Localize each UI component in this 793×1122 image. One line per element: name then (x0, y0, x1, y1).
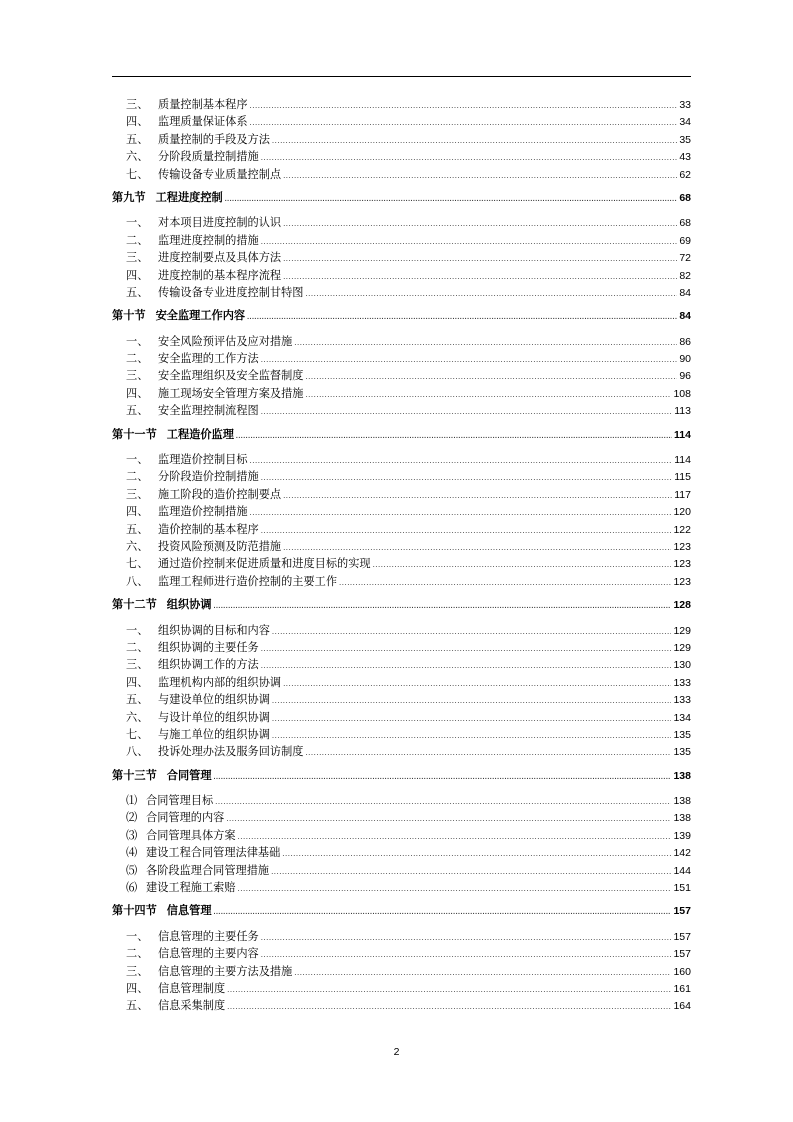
toc-entry-title: 建设工程合同管理法律基础 (146, 846, 281, 860)
dot-leader (261, 234, 678, 251)
toc-entry-title: 合同管理具体方案 (146, 828, 236, 842)
dot-leader (225, 191, 678, 208)
toc-entry[interactable] (112, 980, 691, 997)
toc-entry-number: 第十节 (112, 310, 146, 323)
toc-entry[interactable] (112, 385, 691, 402)
toc-entry-title: 安全监理的工作方法 (158, 352, 259, 366)
toc-entry-number: 三、 (126, 251, 149, 265)
toc-entry-number: 五、 (126, 132, 149, 146)
table-of-contents (112, 96, 691, 1015)
toc-entry-title: 安全监理组织及安全监督制度 (158, 369, 304, 383)
toc-entry-title: 对本项目进度控制的认识 (158, 216, 282, 230)
toc-entry-title: 分阶段造价控制措施 (158, 470, 259, 484)
toc-entry[interactable] (112, 862, 691, 879)
toc-entry[interactable] (112, 249, 691, 266)
toc-entry[interactable] (112, 743, 691, 760)
dot-leader (283, 216, 677, 233)
toc-entry-title: 信息管理的主要内容 (158, 947, 259, 961)
toc-entry[interactable] (112, 503, 691, 520)
toc-entry-title: 合同管理的内容 (146, 811, 225, 825)
toc-entry[interactable] (112, 232, 691, 249)
toc-entry-title: 监理质量保证体系 (158, 115, 248, 129)
dot-leader (272, 624, 672, 641)
toc-entry-page: 82 (679, 269, 691, 282)
toc-entry[interactable] (112, 538, 691, 555)
toc-entry[interactable] (112, 809, 691, 826)
dot-leader (214, 904, 672, 921)
toc-entry-page: 72 (679, 252, 691, 265)
dot-leader (247, 309, 677, 326)
toc-entry-page: 86 (679, 335, 691, 348)
dot-leader (261, 658, 672, 675)
toc-entry-page: 135 (673, 746, 691, 759)
dot-leader (271, 864, 671, 881)
toc-entry-title: 分阶段质量控制措施 (158, 150, 259, 164)
toc-entry-page: 138 (673, 812, 691, 825)
toc-entry-page: 34 (679, 116, 691, 129)
dot-leader (305, 286, 677, 303)
dot-leader (339, 575, 671, 592)
toc-entry-number: 二、 (126, 352, 149, 366)
toc-entry-number: 六、 (126, 710, 149, 724)
toc-entry-number: 八、 (126, 745, 149, 759)
dot-leader (282, 846, 671, 863)
toc-entry-title: 质量控制基本程序 (158, 98, 248, 111)
dot-leader (283, 488, 672, 505)
page-number: 2 (393, 1046, 400, 1058)
toc-entry-number: 二、 (126, 233, 149, 247)
toc-entry-page: 115 (674, 471, 691, 484)
toc-entry-page: 68 (679, 217, 691, 230)
toc-entry-number: 四、 (126, 386, 149, 400)
toc-entry-page: 135 (673, 728, 691, 741)
toc-entry-title: 传输设备专业进度控制甘特图 (158, 285, 304, 299)
toc-entry-page: 113 (674, 405, 691, 418)
toc-entry-number: 二、 (126, 640, 149, 654)
dot-leader (305, 387, 671, 404)
toc-entry-number: 第十三节 (112, 769, 157, 782)
toc-entry-title: 监理机构内部的组织协调 (158, 675, 282, 689)
toc-entry-number: 五、 (126, 999, 149, 1013)
dot-leader (238, 829, 672, 846)
toc-entry[interactable] (112, 622, 691, 639)
toc-entry[interactable] (112, 656, 691, 673)
toc-entry-page: 35 (679, 133, 691, 146)
toc-entry-number: 一、 (126, 623, 149, 637)
toc-entry[interactable] (112, 402, 691, 419)
toc-entry[interactable] (112, 963, 691, 980)
toc-entry-number: 五、 (126, 285, 149, 299)
toc-entry-title: 传输设备专业质量控制点 (158, 167, 282, 181)
toc-entry[interactable] (112, 214, 691, 231)
dot-leader (227, 999, 671, 1016)
toc-entry-number: 六、 (126, 539, 149, 553)
toc-entry[interactable] (112, 148, 691, 165)
toc-entry-number: 四、 (126, 981, 149, 995)
toc-entry-page: 129 (673, 624, 691, 637)
toc-entry-title: 合同管理 (166, 769, 212, 782)
dot-leader (272, 693, 672, 710)
toc-entry-page: 69 (679, 234, 691, 247)
toc-entry-number: 一、 (126, 929, 149, 943)
dot-leader (294, 335, 677, 352)
toc-entry-number: 三、 (126, 98, 149, 111)
toc-entry[interactable] (112, 879, 691, 896)
toc-entry[interactable] (112, 451, 691, 468)
toc-entry[interactable] (112, 96, 691, 113)
toc-entry[interactable] (112, 468, 691, 485)
toc-entry-number: 五、 (126, 404, 149, 418)
toc-entry-title: 与建设单位的组织协调 (158, 693, 270, 707)
toc-entry-number: 四、 (126, 505, 149, 519)
toc-entry-number: 三、 (126, 369, 149, 383)
toc-entry-title: 组织协调的主要任务 (158, 640, 259, 654)
toc-entry[interactable] (112, 486, 691, 503)
dot-leader (261, 930, 672, 947)
toc-entry-number: 七、 (126, 557, 149, 571)
toc-entry-title: 组织协调的目标和内容 (158, 623, 270, 637)
toc-entry-title: 监理造价控制目标 (158, 453, 248, 467)
toc-entry-number: ⑸ (126, 863, 138, 877)
toc-entry-title: 工程进度控制 (155, 191, 223, 204)
toc-entry-number: 二、 (126, 947, 149, 961)
toc-entry-title: 信息管理 (166, 905, 212, 918)
toc-entry-title: 进度控制要点及具体方法 (158, 251, 282, 265)
dot-leader (238, 881, 672, 898)
toc-entry-title: 质量控制的手段及方法 (158, 132, 270, 146)
toc-entry-page: 134 (673, 711, 691, 724)
toc-section-heading[interactable] (112, 903, 691, 920)
toc-entry-page: 123 (673, 540, 691, 553)
toc-entry-page: 138 (673, 795, 691, 808)
dot-leader (250, 115, 678, 132)
toc-entry[interactable] (112, 350, 691, 367)
toc-entry-title: 合同管理目标 (146, 794, 214, 808)
toc-entry-title: 施工现场安全管理方案及措施 (158, 386, 304, 400)
toc-entry-page: 96 (679, 370, 691, 383)
toc-entry-title: 与施工单位的组织协调 (158, 727, 270, 741)
toc-entry-number: 三、 (126, 487, 149, 501)
toc-section-heading[interactable] (112, 190, 691, 207)
dot-leader (294, 965, 671, 982)
toc-entry-number: 第十一节 (112, 428, 157, 441)
header-rule (112, 76, 691, 77)
toc-entry-number: 七、 (126, 167, 149, 181)
dot-leader (283, 251, 677, 268)
toc-entry-title: 施工阶段的造价控制要点 (158, 487, 282, 501)
dot-leader (305, 745, 671, 762)
toc-entry-page: 129 (673, 641, 691, 654)
toc-entry-title: 信息管理的主要任务 (158, 929, 259, 943)
toc-entry-page: 114 (674, 428, 691, 441)
toc-entry[interactable] (112, 131, 691, 148)
toc-entry[interactable] (112, 333, 691, 350)
toc-section-heading[interactable] (112, 308, 691, 325)
toc-entry-page: 114 (674, 454, 691, 467)
toc-entry-title: 工程造价监理 (166, 428, 234, 441)
dot-leader (236, 428, 672, 445)
dot-leader (283, 269, 677, 286)
toc-entry[interactable] (112, 166, 691, 183)
toc-entry-number: 五、 (126, 522, 149, 536)
toc-entry[interactable] (112, 284, 691, 301)
toc-entry[interactable] (112, 792, 691, 809)
toc-entry-number: ⑹ (126, 881, 138, 895)
toc-entry[interactable] (112, 521, 691, 538)
toc-entry-number: 四、 (126, 115, 149, 129)
toc-entry-page: 157 (673, 948, 691, 961)
toc-entry-number: 第九节 (112, 191, 146, 204)
toc-entry-page: 43 (679, 151, 691, 164)
toc-entry-number: 二、 (126, 470, 149, 484)
toc-entry-number: 六、 (126, 150, 149, 164)
dot-leader (261, 470, 673, 487)
dot-leader (283, 676, 671, 693)
toc-entry[interactable] (112, 674, 691, 691)
toc-entry-page: 144 (673, 864, 691, 877)
toc-entry-number: 四、 (126, 675, 149, 689)
toc-entry[interactable] (112, 555, 691, 572)
toc-entry-title: 投诉处理办法及服务回访制度 (158, 745, 304, 759)
toc-section-heading[interactable] (112, 597, 691, 614)
toc-entry-page: 151 (673, 882, 691, 895)
toc-entry-number: 五、 (126, 693, 149, 707)
toc-entry[interactable] (112, 267, 691, 284)
toc-entry-title: 监理进度控制的措施 (158, 233, 259, 247)
toc-entry-page: 90 (679, 353, 691, 366)
toc-entry[interactable] (112, 945, 691, 962)
toc-section-heading[interactable] (112, 768, 691, 785)
dot-leader (250, 98, 678, 115)
toc-entry-page: 161 (673, 982, 691, 995)
dot-leader (215, 794, 671, 811)
toc-entry-page: 157 (673, 905, 691, 918)
toc-entry-page: 84 (679, 286, 691, 299)
dot-leader (261, 641, 672, 658)
toc-entry-page: 157 (673, 930, 691, 943)
toc-entry-page: 133 (673, 676, 691, 689)
toc-entry-page: 62 (679, 168, 691, 181)
toc-entry[interactable] (112, 726, 691, 743)
toc-entry-title: 安全风险预评估及应对措施 (158, 334, 293, 348)
toc-entry-page: 122 (673, 523, 691, 536)
toc-entry-page: 84 (679, 310, 691, 323)
toc-entry[interactable] (112, 928, 691, 945)
toc-entry-number: ⑵ (126, 811, 138, 825)
toc-entry-number: ⑴ (126, 794, 138, 808)
toc-entry-number: 第十四节 (112, 905, 157, 918)
toc-entry[interactable] (112, 639, 691, 656)
toc-entry-title: 进度控制的基本程序流程 (158, 268, 282, 282)
toc-entry-page: 138 (673, 769, 691, 782)
toc-entry-number: 一、 (126, 216, 149, 230)
toc-entry-number: 四、 (126, 268, 149, 282)
dot-leader (373, 557, 672, 574)
toc-entry-title: 造价控制的基本程序 (158, 522, 259, 536)
dot-leader (272, 728, 672, 745)
toc-entry[interactable] (112, 367, 691, 384)
dot-leader (214, 598, 672, 615)
dot-leader (214, 769, 672, 786)
dot-leader (250, 505, 672, 522)
toc-entry-title: 信息管理的主要方法及措施 (158, 964, 293, 978)
toc-entry-page: 33 (679, 99, 691, 111)
toc-entry-number: ⑷ (126, 846, 138, 860)
toc-entry[interactable] (112, 709, 691, 726)
dot-leader (283, 168, 677, 185)
toc-entry-title: 建设工程施工索赔 (146, 881, 236, 895)
toc-entry-number: ⑶ (126, 828, 138, 842)
dot-leader (261, 947, 672, 964)
toc-entry[interactable] (112, 997, 691, 1014)
toc-entry-page: 123 (673, 575, 691, 588)
toc-entry-title: 组织协调 (166, 599, 212, 612)
toc-section-heading[interactable] (112, 427, 691, 444)
toc-entry[interactable] (112, 691, 691, 708)
toc-entry-number: 一、 (126, 334, 149, 348)
toc-entry-title: 安全监理工作内容 (155, 310, 246, 323)
dot-leader (250, 453, 673, 470)
dot-leader (226, 811, 671, 828)
toc-entry-page: 123 (673, 558, 691, 571)
toc-entry[interactable] (112, 827, 691, 844)
toc-entry-page: 120 (673, 506, 691, 519)
toc-entry-page: 117 (674, 488, 691, 501)
toc-entry-title: 组织协调工作的方法 (158, 658, 259, 672)
toc-entry-title: 监理工程师进行造价控制的主要工作 (158, 574, 338, 588)
toc-entry-number: 一、 (126, 453, 149, 467)
toc-entry-title: 通过造价控制来促进质量和进度目标的实现 (158, 557, 371, 571)
toc-entry-page: 160 (673, 965, 691, 978)
toc-entry-title: 安全监理控制流程图 (158, 404, 259, 418)
toc-entry-page: 68 (679, 191, 691, 204)
toc-entry-number: 八、 (126, 574, 149, 588)
toc-entry-page: 108 (673, 387, 691, 400)
toc-entry-number: 三、 (126, 658, 149, 672)
toc-entry-title: 与设计单位的组织协调 (158, 710, 270, 724)
dot-leader (261, 352, 678, 369)
toc-entry-title: 信息管理制度 (158, 981, 226, 995)
toc-entry-page: 142 (673, 847, 691, 860)
toc-entry-title: 监理造价控制措施 (158, 505, 248, 519)
toc-entry-title: 各阶段监理合同管理措施 (146, 863, 270, 877)
toc-entry-page: 128 (673, 599, 691, 612)
toc-entry[interactable] (112, 113, 691, 130)
toc-entry-title: 信息采集制度 (158, 999, 226, 1013)
toc-entry-page: 133 (673, 694, 691, 707)
dot-leader (261, 523, 672, 540)
toc-entry-number: 第十二节 (112, 599, 157, 612)
toc-entry-page: 164 (673, 1000, 691, 1013)
toc-entry-page: 130 (673, 659, 691, 672)
toc-entry-number: 七、 (126, 727, 149, 741)
dot-leader (261, 404, 673, 421)
toc-entry-number: 三、 (126, 964, 149, 978)
dot-leader (305, 369, 677, 386)
dot-leader (261, 150, 678, 167)
toc-entry-title: 投资风险预测及防范措施 (158, 539, 282, 553)
dot-leader (272, 711, 672, 728)
dot-leader (227, 982, 671, 999)
toc-entry[interactable] (112, 573, 691, 590)
toc-entry[interactable] (112, 844, 691, 861)
dot-leader (272, 133, 677, 150)
toc-entry-page: 139 (673, 829, 691, 842)
